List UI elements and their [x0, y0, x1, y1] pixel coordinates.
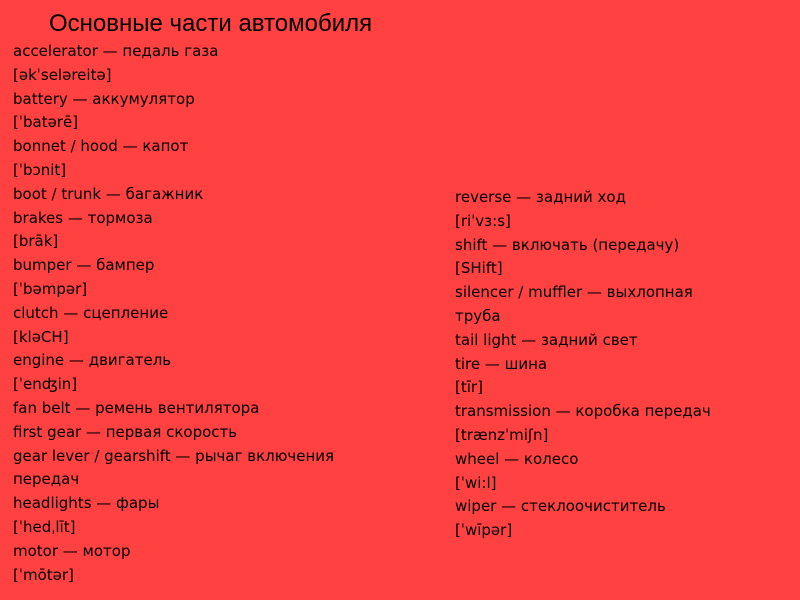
vocab-line: [SHift]: [455, 259, 503, 278]
vocab-line: bonnet / hood — капот: [13, 137, 189, 156]
vocab-line: [ˈhedˌlīt]: [13, 517, 76, 536]
vocab-line: battery — аккумулятор: [13, 89, 195, 108]
slide-title: Основные части автомобиля: [49, 10, 373, 37]
vocab-line: reverse — задний ход: [455, 188, 626, 206]
vocab-line: boot / trunk — багажник: [13, 184, 204, 203]
vocab-line: [trænzˈmiʃn]: [455, 425, 549, 444]
vocab-line: передач: [13, 470, 80, 489]
vocab-line: transmission — коробка передач: [455, 402, 711, 421]
vocab-line: tail light — задний свет: [455, 330, 638, 349]
vocab-line: fan belt — ремень вентилятора: [13, 398, 260, 417]
vocab-line: tire — шина: [455, 354, 548, 373]
vocab-line: motor — мотор: [13, 541, 131, 560]
vocab-line: [ˈbatərē]: [13, 113, 79, 132]
vocab-line: bumper — бампер: [13, 256, 155, 275]
vocab-line: headlights — фары: [13, 494, 160, 513]
vocab-line: brakes — тормоза: [13, 208, 153, 227]
vocab-line: [kləCH]: [13, 327, 69, 346]
vocabulary-list-right: [455, 186, 711, 543]
vocab-line: wheel — колесо: [455, 449, 579, 468]
vocab-line: [ˈwīpər]: [455, 521, 513, 540]
vocab-line: [brāk]: [13, 232, 59, 251]
vocab-line: [ˈwi:l]: [455, 473, 497, 492]
vocab-line: clutch — сцепление: [13, 303, 169, 322]
vocab-line: [ˈenʤin]: [13, 375, 78, 394]
vocabulary-list-left: [13, 40, 334, 587]
vocab-line: [riˈvɜ:s]: [455, 211, 511, 230]
vocab-line: [ˈmōtər]: [13, 565, 74, 584]
vocab-line: engine — двигатель: [13, 351, 172, 370]
vocab-line: first gear — первая скорость: [13, 422, 238, 441]
vocab-line: shift — включать (передачу): [455, 235, 680, 254]
vocab-line: [əkˈseləreitə]: [13, 65, 112, 84]
vocab-line: [ˈbɔnit]: [13, 160, 67, 179]
vocab-line: gear lever / gearshift — рычаг включения: [13, 446, 335, 465]
vocab-line: [tīr]: [455, 378, 483, 397]
vocab-line: silencer / muffler — выхлопная: [455, 283, 693, 302]
vocab-line: труба: [455, 306, 501, 325]
vocab-line: accelerator — педаль газа: [13, 42, 219, 60]
vocab-line: wiper — стеклоочиститель: [455, 497, 666, 516]
vocab-line: [ˈbəmpər]: [13, 279, 88, 298]
